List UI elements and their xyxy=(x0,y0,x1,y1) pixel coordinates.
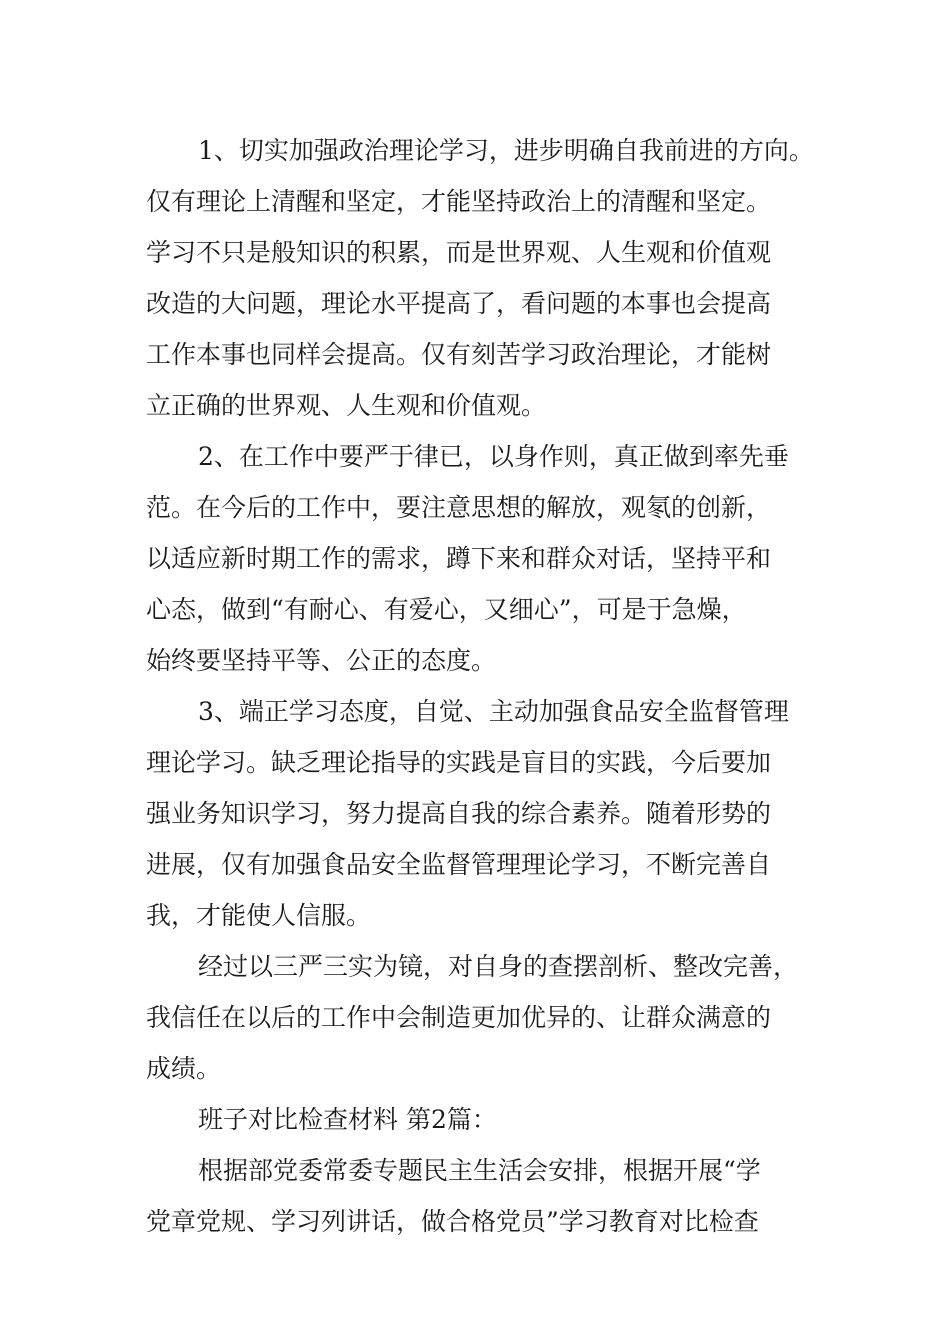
text-line: 党章党规、学习列讲话，做合格党员”学习教育对比检查 xyxy=(146,1207,759,1236)
text-line: 经过以三严三实为镜，对自身的查摆剖析、整改完善， xyxy=(198,952,799,981)
text-line: 始终要坚持平等、公正的态度。 xyxy=(146,646,497,675)
text-line: 心态，做到“有耐心、有爱心，又细心”，可是于急燥， xyxy=(146,595,747,624)
text-line: 学习不只是般知识的积累，而是世界观、人生观和价值观 xyxy=(146,238,772,267)
text-line: 范。在今后的工作中，要注意思想的解放，观氡的创新， xyxy=(146,493,772,522)
text-line: 根据部党委常委专题民主生活会安排，根据开展“学 xyxy=(198,1156,761,1185)
text-line: 强业务知识学习，努力提高自我的综合素养。随着形势的 xyxy=(146,799,772,828)
text-line: 工作本事也同样会提高。仅有刻苦学习政治理论，才能树 xyxy=(146,340,772,369)
text-line: 改造的大问题，理论水平提高了，看问题的本事也会提高 xyxy=(146,289,772,318)
text-line: 我信任在以后的工作中会制造更加优异的、让群众满意的 xyxy=(146,1003,772,1032)
document-body xyxy=(146,125,846,1247)
text-line: 1、切实加强政治理论学习，进步明确自我前进的方向。 xyxy=(198,136,814,165)
text-line: 以适应新时期工作的需求，蹲下来和群众对话，坚持平和 xyxy=(146,544,772,573)
text-line: 仅有理论上清醒和坚定，才能坚持政治上的清醒和坚定。 xyxy=(146,187,772,216)
text-line: 进展，仅有加强食品安全监督管理理论学习，不断完善自 xyxy=(146,850,772,879)
text-line: 2、在工作中要严于律已，以身作则，真正做到率先垂 xyxy=(198,442,789,471)
text-line: 我，才能使人信服。 xyxy=(146,901,372,930)
text-line: 成绩。 xyxy=(146,1054,222,1083)
text-line: 3、端正学习态度，自觉、主动加强食品安全监督管理 xyxy=(198,697,789,726)
text-line: 立正确的世界观、人生观和价值观。 xyxy=(146,391,547,420)
text-line: 理论学习。缺乏理论指导的实践是盲目的实践，今后要加 xyxy=(146,748,772,777)
section-heading: 班子对比检查材料 第2篇： xyxy=(198,1105,497,1134)
